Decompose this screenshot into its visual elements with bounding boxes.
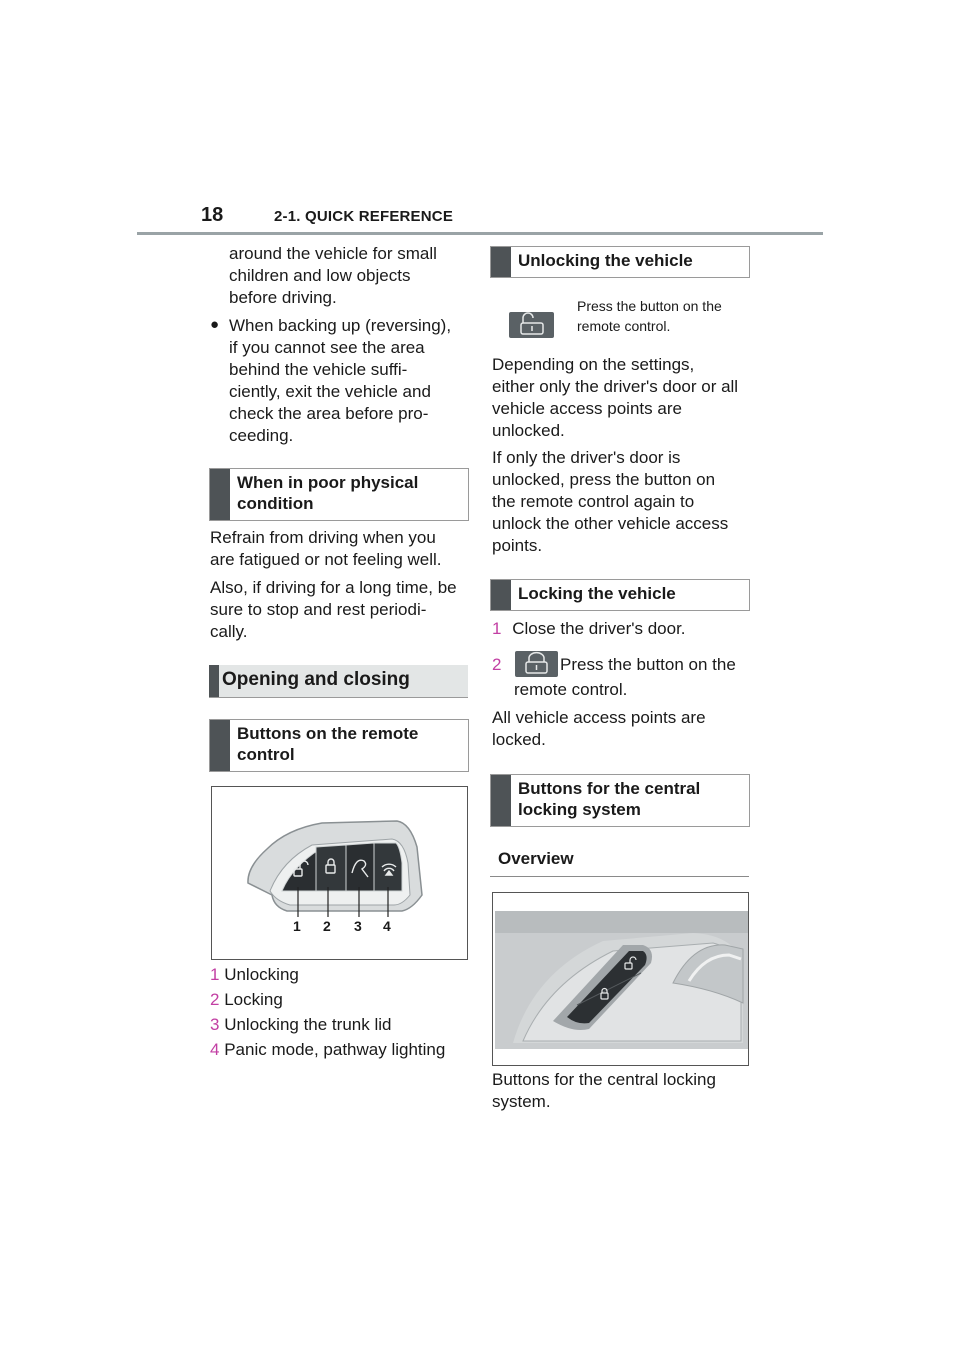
bullet-text: When backing up (reversing), if you cannot see the area behind the vehicle suffi- ciently, exit the vehicle and check the area before pro- ceeding.	[229, 316, 452, 445]
key-callout-3: 3	[354, 918, 362, 934]
list-item: 2 Locking	[210, 990, 283, 1009]
poor-condition-heading: When in poor physical condition	[209, 468, 469, 521]
poor-condition-paragraph-1: Refrain from driving when you are fatigued or not feeling well.	[210, 528, 442, 569]
central-locking-caption: Buttons for the central locking system.	[492, 1070, 716, 1111]
locking-step-2-text-cont: remote control.	[514, 680, 628, 699]
header-rule	[137, 232, 823, 235]
bullet-icon: ●	[210, 316, 220, 333]
poor-condition-paragraph-2: Also, if driving for a long time, be sure to stop and rest periodi- cally.	[210, 578, 457, 641]
list-item: 1 Unlocking	[210, 965, 299, 984]
locking-heading: Locking the vehicle	[490, 579, 750, 611]
key-callout-1: 1	[293, 918, 301, 934]
list-item: 3 Unlocking the trunk lid	[210, 1015, 392, 1034]
key-callout-2: 2	[323, 918, 331, 934]
lock-button-icon	[515, 651, 558, 677]
remote-buttons-heading: Buttons on the remote control	[209, 719, 469, 772]
central-locking-heading: Buttons for the central locking system	[490, 774, 750, 827]
key-callout-4: 4	[383, 918, 391, 934]
central-locking-figure	[492, 892, 749, 1066]
locking-step-2-text: Press the button on the	[560, 655, 736, 674]
unlock-icon-caption: Press the button on the remote control.	[577, 298, 722, 334]
unlocking-heading: Unlocking the vehicle	[490, 246, 750, 278]
opening-closing-heading: Opening and closing	[209, 665, 468, 698]
overview-heading: Overview	[498, 849, 574, 868]
locked-paragraph: All vehicle access points are locked.	[492, 708, 706, 749]
unlock-button-icon	[509, 312, 554, 338]
continued-text: around the vehicle for small children and low objects before driving.	[229, 244, 437, 307]
page-number: 18	[201, 204, 224, 226]
door-panel-illustration	[493, 893, 748, 1065]
remote-key-illustration	[212, 787, 467, 959]
list-item: 4 Panic mode, pathway lighting	[210, 1040, 446, 1059]
section-title: 2-1. QUICK REFERENCE	[274, 208, 454, 225]
overview-rule	[490, 876, 749, 877]
unlock-paragraph-1: Depending on the settings, either only the driver's door or all vehicle access points are unlocked.	[492, 355, 739, 440]
locking-step-1: 1 Close the driver's door.	[492, 619, 686, 638]
remote-button-list	[210, 962, 445, 1062]
remote-key-figure	[211, 786, 468, 960]
unlock-paragraph-2: If only the driver's door is unlocked, press the button on the remote control again to unlock the other vehicle access points.	[492, 448, 729, 555]
locking-step-2: 2	[492, 655, 502, 674]
